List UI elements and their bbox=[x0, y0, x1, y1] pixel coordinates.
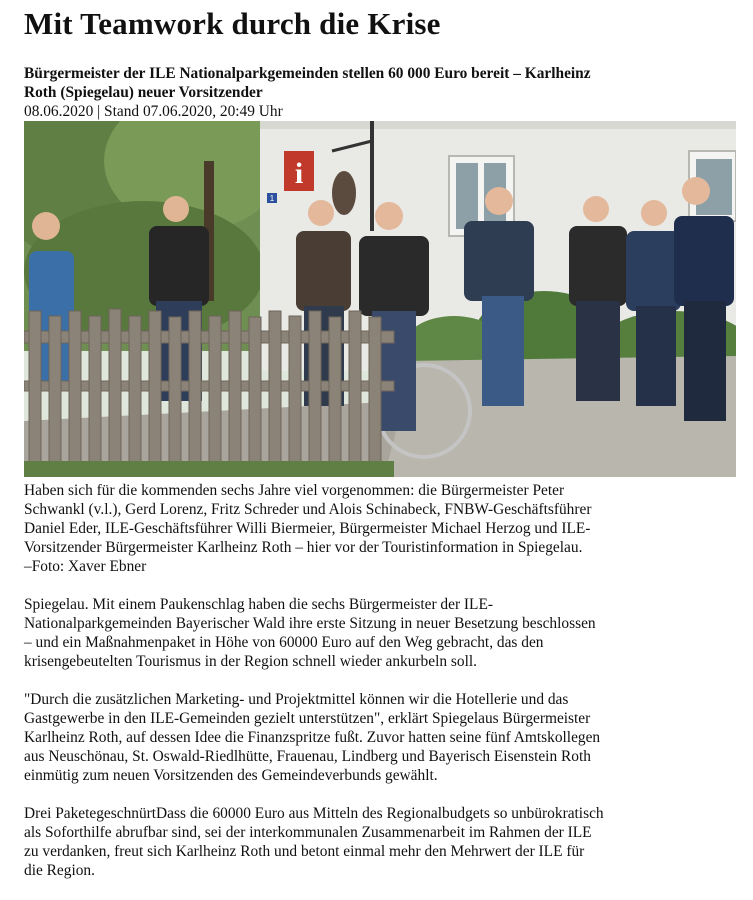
subheadline bbox=[24, 64, 736, 102]
subheadline-line: Roth (Spiegelau) neuer Vorsitzender bbox=[24, 84, 263, 101]
paragraph-line: "Durch die zusätzlichen Marketing- und Projektmittel können wir die Hotellerie und das bbox=[24, 691, 569, 708]
paragraph-line: Spiegelau. Mit einem Paukenschlag haben die sechs Bürgermeister der ILE- bbox=[24, 596, 493, 613]
article-photo bbox=[24, 121, 736, 477]
paragraph-line: Gastgewerbe in den ILE-Gemeinden gezielt unterstützen", erklärt Spiegelaus Bürgermeister bbox=[24, 710, 591, 727]
paragraph-line: die Region. bbox=[24, 862, 95, 879]
paragraph-line: Drei PaketegeschnürtDass die 60000 Euro aus Mitteln des Regionalbudgets so unbürokratisch bbox=[24, 805, 604, 822]
paragraph-line: als Soforthilfe abrufbar sind, sei der interkommunalen Zusammenarbeit im Rahmen der ILE bbox=[24, 824, 592, 841]
paragraph-line: krisengebeutelten Tourismus in der Region schnell wieder ankurbeln soll. bbox=[24, 653, 477, 670]
headline: Mit Teamwork durch die Krise bbox=[24, 6, 441, 41]
paragraph-3 bbox=[24, 804, 736, 880]
paragraph-line: Nationalparkgemeinden Bayerischer Wald ihre erste Sitzung in neuer Besetzung beschlossen bbox=[24, 615, 596, 632]
paragraph-line: zu verdanken, freut sich Karlheinz Roth und betont einmal mehr den Mehrwert der ILE für bbox=[24, 843, 585, 860]
info-sign: i bbox=[294, 157, 304, 190]
paragraph-line: einmütig zum neuen Vorsitzenden des Gemeindeverbunds gewählt. bbox=[24, 767, 438, 784]
article bbox=[24, 0, 736, 880]
caption-line: Daniel Eder, ILE-Geschäftsführer Willi Biermeier, Bürgermeister Michael Herzog und ILE- bbox=[24, 520, 591, 537]
photo-caption bbox=[24, 481, 736, 576]
caption-line: Vorsitzender Bürgermeister Karlheinz Roth – hier vor der Touristinformation in Spiegelau. bbox=[24, 539, 583, 556]
house-number-sign: 1 bbox=[269, 194, 275, 203]
caption-line: –Foto: Xaver Ebner bbox=[24, 558, 147, 575]
caption-line: Schwankl (v.l.), Gerd Lorenz, Fritz Schreder und Alois Schinabeck, FNBW-Geschäftsführer bbox=[24, 501, 592, 518]
paragraph-line: aus Neuschönau, St. Oswald-Riedlhütte, Frauenau, Lindberg und Bayerisch Eisenstein Roth bbox=[24, 748, 591, 765]
dateline: 08.06.2020 | Stand 07.06.2020, 20:49 Uhr bbox=[24, 103, 283, 120]
paragraph-line: Karlheinz Roth, auf dessen Idee die Finanzspritze fußt. Zuvor hatten seine fünf Amtskollegen bbox=[24, 729, 601, 746]
paragraph-1 bbox=[24, 595, 736, 671]
subheadline-line: Bürgermeister der ILE Nationalparkgemeinden stellen 60 000 Euro bereit – Karlheinz bbox=[24, 65, 591, 82]
caption-line: Haben sich für die kommenden sechs Jahre viel vorgenommen: die Bürgermeister Peter bbox=[24, 482, 565, 499]
paragraph-line: – und ein Maßnahmenpaket in Höhe von 60000 Euro auf den Weg gebracht, das den bbox=[24, 634, 544, 651]
paragraph-2 bbox=[24, 690, 736, 785]
